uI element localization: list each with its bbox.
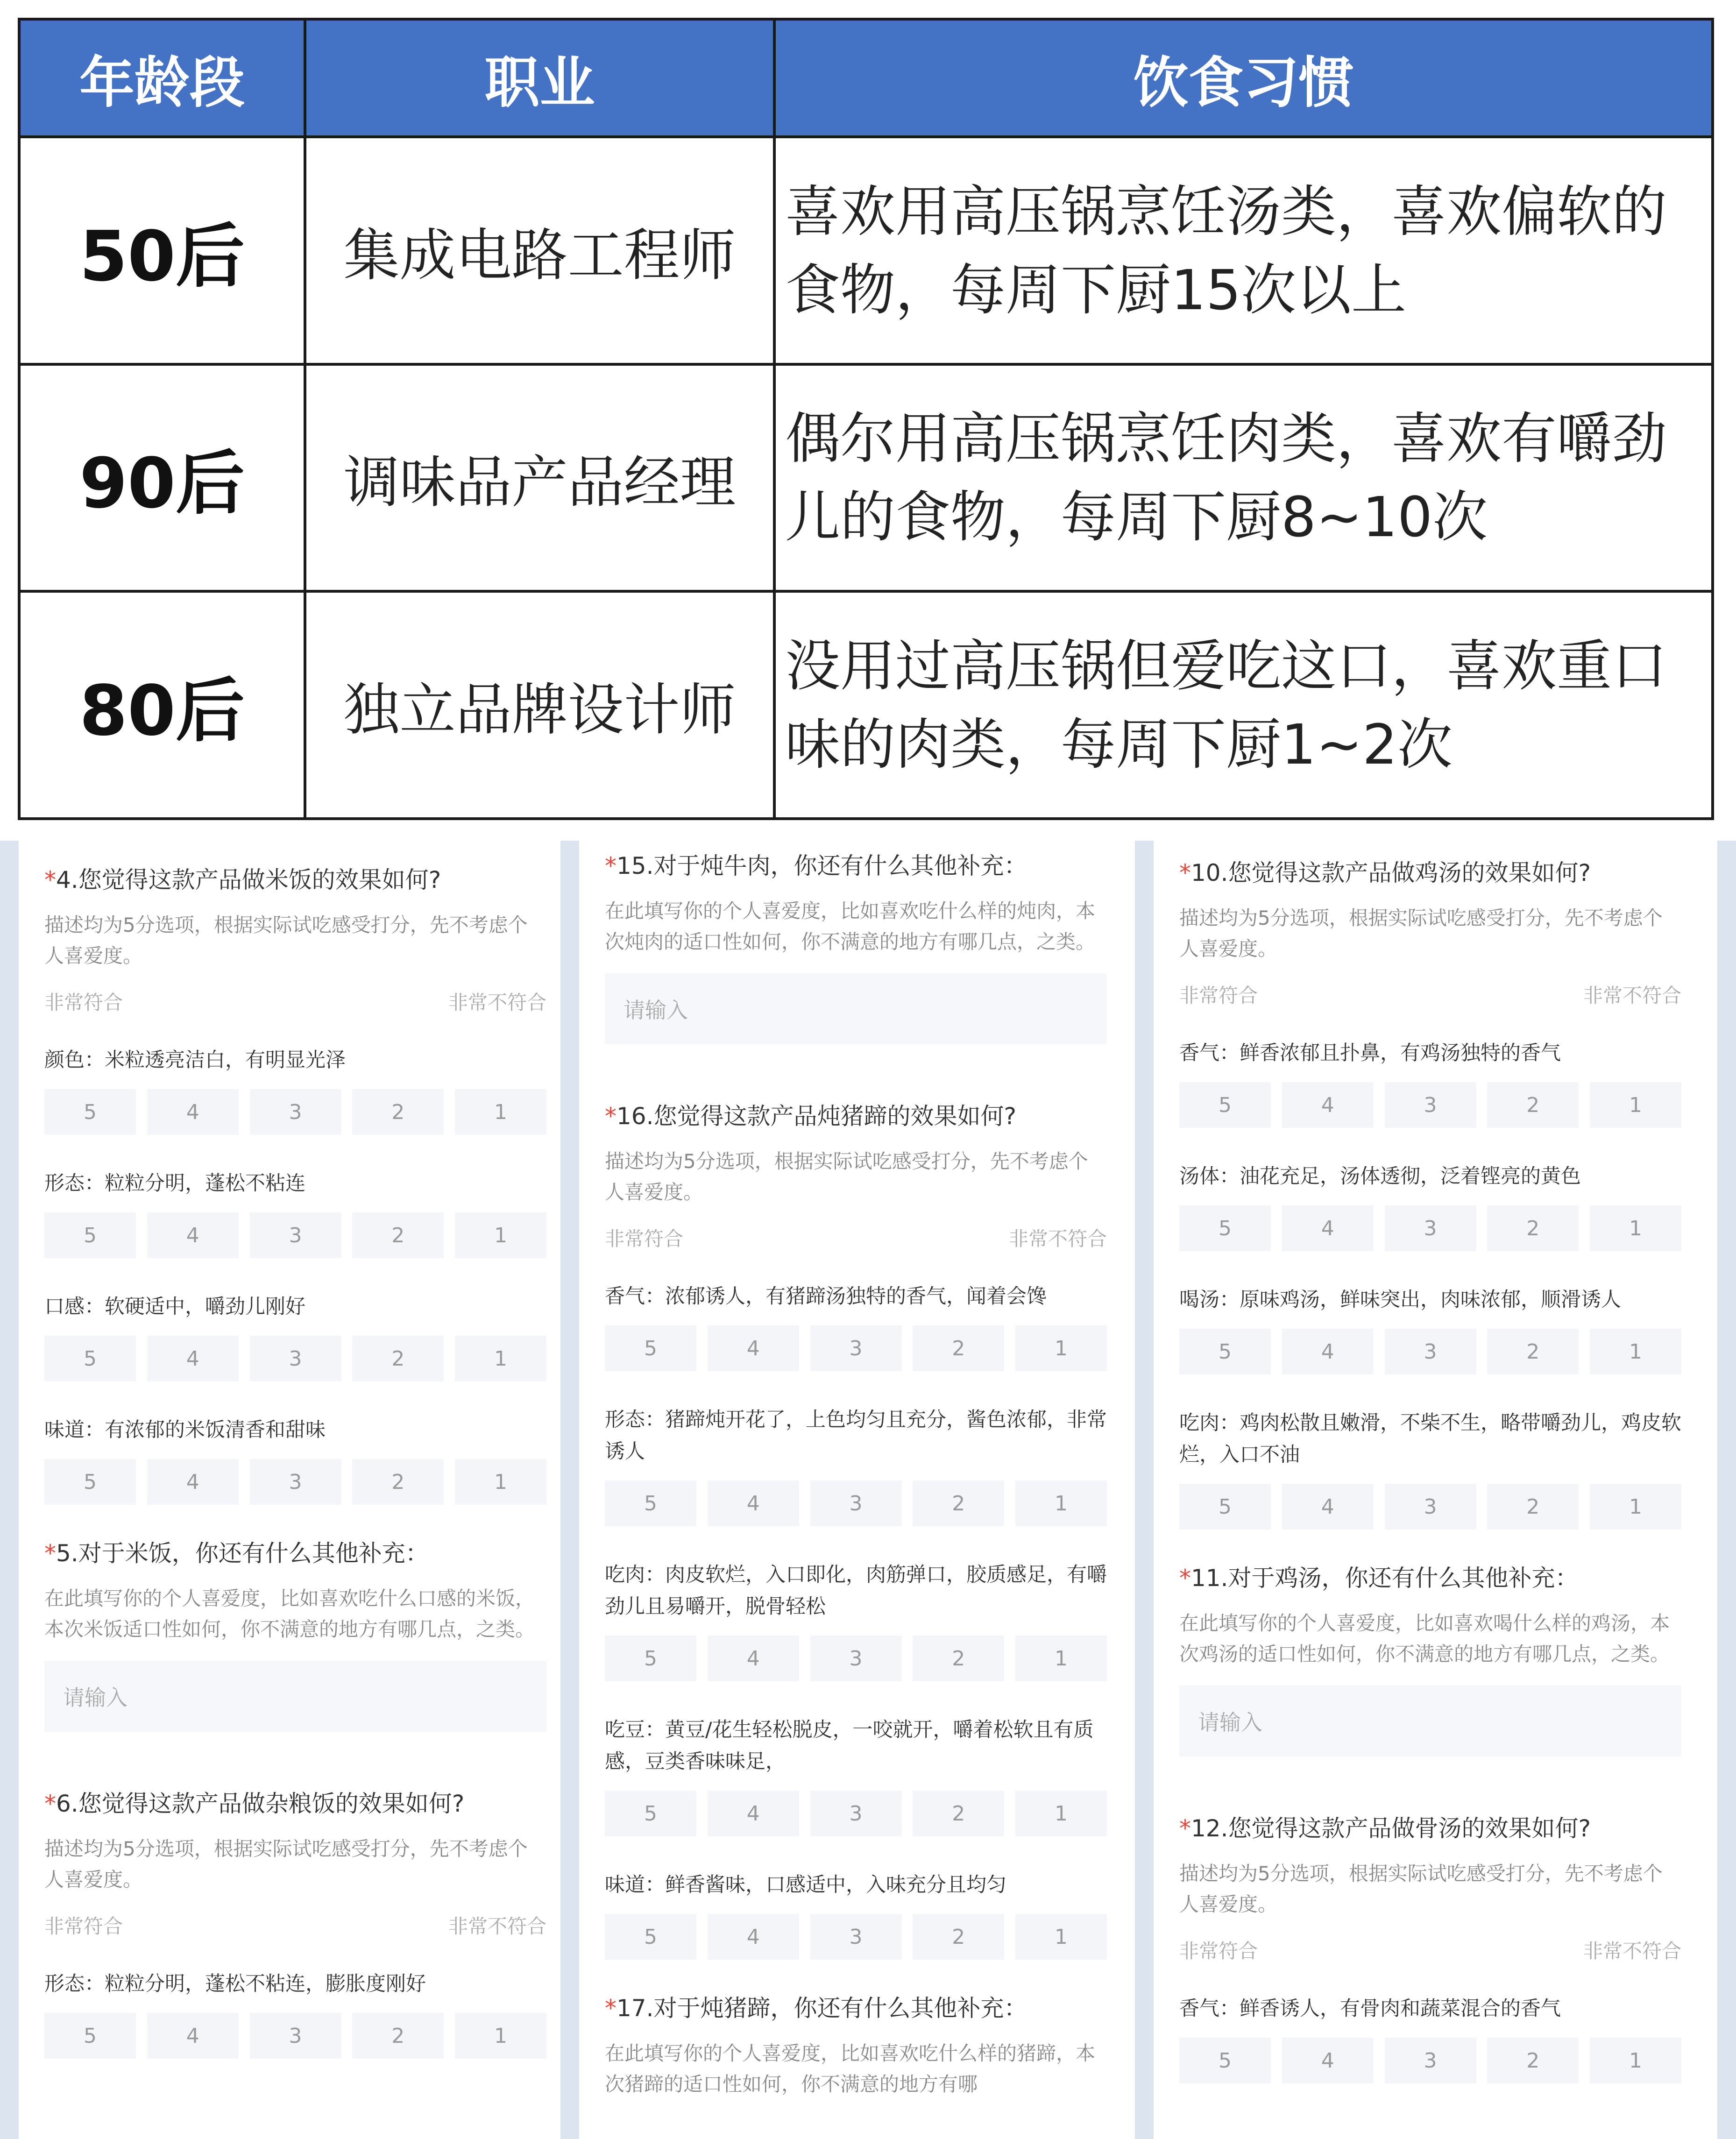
rating-option[interactable]: 5 bbox=[1179, 1082, 1271, 1128]
scale-labels: 非常符合 非常不符合 bbox=[1179, 984, 1681, 1007]
question-title: *15.对于炖牛肉，你还有什么其他补充： bbox=[605, 852, 1027, 879]
rating-item-label: 汤体：油花充足，汤体透彻，泛着铿亮的黄色 bbox=[1179, 1165, 1581, 1188]
scale-labels: 非常符合 非常不符合 bbox=[44, 1915, 546, 1938]
rating-option[interactable]: 2 bbox=[352, 1336, 444, 1381]
rating-option[interactable]: 5 bbox=[44, 2013, 136, 2059]
rating-option[interactable]: 3 bbox=[250, 1212, 341, 1258]
rating-option[interactable]: 3 bbox=[1385, 1082, 1476, 1128]
rating-options bbox=[605, 1480, 1107, 1526]
rating-option[interactable]: 1 bbox=[455, 1212, 546, 1258]
question-title: *12.您觉得这款产品做骨汤的效果如何? bbox=[1179, 1815, 1591, 1842]
panel-gutter bbox=[1717, 841, 1736, 2139]
rating-option[interactable]: 3 bbox=[810, 1636, 902, 1681]
rating-options bbox=[44, 1459, 546, 1505]
rating-option[interactable]: 1 bbox=[455, 1336, 546, 1381]
rating-option[interactable]: 3 bbox=[810, 1480, 902, 1526]
scale-labels: 非常符合 非常不符合 bbox=[605, 1227, 1107, 1250]
rating-options bbox=[44, 1089, 546, 1135]
rating-options bbox=[1179, 2038, 1681, 2083]
rating-option[interactable]: 3 bbox=[250, 1459, 341, 1505]
rating-option[interactable]: 4 bbox=[147, 1459, 239, 1505]
rating-option[interactable]: 1 bbox=[1590, 1329, 1681, 1374]
table-row bbox=[19, 591, 1713, 819]
question-title: *4.您觉得这款产品做米饭的效果如何? bbox=[44, 866, 441, 893]
rating-option[interactable]: 4 bbox=[708, 1480, 799, 1526]
question-description: 在此填写你的个人喜爱度，比如喜欢吃什么样的炖肉，本次炖肉的适口性如何，你不满意的地方有哪几点，之类。 bbox=[605, 900, 1096, 953]
persona-table bbox=[18, 18, 1714, 820]
rating-group bbox=[1179, 1993, 1681, 2083]
rating-options bbox=[44, 2013, 546, 2059]
rating-item-label: 形态：猪蹄炖开花了，上色均匀且充分，酱色浓郁，非常诱人 bbox=[605, 1408, 1107, 1463]
rating-options bbox=[1179, 1082, 1681, 1128]
rating-option[interactable]: 4 bbox=[1282, 2038, 1374, 2083]
job-cell: 独立品牌设计师 bbox=[305, 591, 774, 819]
rating-option[interactable]: 3 bbox=[1385, 1329, 1476, 1374]
rating-option[interactable]: 1 bbox=[1015, 1914, 1107, 1960]
diet-cell: 没用过高压锅但爱吃这口，喜欢重口味的肉类，每周下厨1~2次 bbox=[774, 591, 1713, 819]
rating-option[interactable]: 1 bbox=[455, 1459, 546, 1505]
header-diet: 饮食习惯 bbox=[774, 19, 1713, 137]
rating-options bbox=[1179, 1484, 1681, 1530]
rating-option[interactable]: 4 bbox=[1282, 1329, 1374, 1374]
panel-gutter bbox=[1135, 841, 1154, 2139]
rating-option[interactable]: 3 bbox=[250, 1089, 341, 1135]
rating-option[interactable]: 5 bbox=[44, 1336, 136, 1381]
rating-option[interactable]: 5 bbox=[605, 1480, 696, 1526]
rating-option[interactable]: 3 bbox=[810, 1914, 902, 1960]
rating-item-label: 吃豆：黄豆/花生轻松脱皮，一咬就开，嚼着松软且有质感，豆类香味味足， bbox=[605, 1718, 1094, 1773]
question-description: 描述均为5分选项，根据实际试吃感受打分，先不考虑个人喜爱度。 bbox=[44, 1837, 528, 1891]
rating-options bbox=[1179, 1329, 1681, 1374]
rating-option[interactable]: 2 bbox=[352, 2013, 444, 2059]
rating-option[interactable]: 2 bbox=[352, 1212, 444, 1258]
rating-option[interactable]: 3 bbox=[810, 1791, 902, 1836]
rating-option[interactable]: 3 bbox=[1385, 1205, 1476, 1251]
rating-option[interactable]: 4 bbox=[708, 1636, 799, 1681]
question-description: 在此填写你的个人喜爱度，比如喜欢吃什么口感的米饭，本次米饭适口性如何，你不满意的地方有哪几点，之类。 bbox=[44, 1587, 535, 1641]
rating-options bbox=[44, 1212, 546, 1258]
rating-option[interactable]: 2 bbox=[352, 1459, 444, 1505]
header-age: 年龄段 bbox=[19, 19, 305, 137]
panel-gutter bbox=[560, 841, 579, 2139]
rating-option[interactable]: 2 bbox=[1487, 1205, 1579, 1251]
rating-option[interactable]: 2 bbox=[1487, 1329, 1579, 1374]
rating-option[interactable]: 3 bbox=[250, 2013, 341, 2059]
rating-option[interactable]: 1 bbox=[1590, 1205, 1681, 1251]
question-title: *17.对于炖猪蹄，你还有什么其他补充： bbox=[605, 1995, 1027, 2022]
rating-option[interactable]: 1 bbox=[1015, 1636, 1107, 1681]
rating-option[interactable]: 2 bbox=[1487, 1484, 1579, 1530]
rating-option[interactable]: 5 bbox=[1179, 2038, 1271, 2083]
rating-option[interactable]: 2 bbox=[352, 1089, 444, 1135]
rating-options bbox=[605, 1791, 1107, 1836]
rating-option[interactable]: 2 bbox=[1487, 2038, 1579, 2083]
table-row bbox=[19, 364, 1713, 592]
question-description: 在此填写你的个人喜爱度，比如喜欢喝什么样的鸡汤，本次鸡汤的适口性如何，你不满意的地方有哪几点，之类。 bbox=[1179, 1612, 1670, 1665]
rating-option[interactable]: 4 bbox=[1282, 1082, 1374, 1128]
survey-panel-rice bbox=[19, 841, 560, 2139]
question-description: 描述均为5分选项，根据实际试吃感受打分，先不考虑个人喜爱度。 bbox=[605, 1150, 1088, 1204]
diet-cell: 偶尔用高压锅烹饪肉类，喜欢有嚼劲儿的食物，每周下厨8~10次 bbox=[774, 364, 1713, 592]
rating-option[interactable]: 2 bbox=[913, 1636, 1004, 1681]
age-cell: 80后 bbox=[19, 591, 305, 819]
table-row bbox=[19, 137, 1713, 364]
rating-item-label: 香气：浓郁诱人，有猪蹄汤独特的香气，闻着会馋 bbox=[605, 1285, 1047, 1308]
rating-option[interactable]: 3 bbox=[1385, 2038, 1476, 2083]
rating-option[interactable]: 1 bbox=[455, 2013, 546, 2059]
scale-labels: 非常符合 非常不符合 bbox=[44, 991, 546, 1014]
diet-cell: 喜欢用高压锅烹饪汤类，喜欢偏软的食物，每周下厨15次以上 bbox=[774, 137, 1713, 364]
rating-option[interactable]: 5 bbox=[44, 1212, 136, 1258]
rating-item-label: 喝汤：原味鸡汤，鲜味突出，肉味浓郁，顺滑诱人 bbox=[1179, 1288, 1621, 1311]
rating-option[interactable]: 4 bbox=[1282, 1205, 1374, 1251]
rating-option[interactable]: 4 bbox=[147, 2013, 239, 2059]
rating-item-label: 吃肉：肉皮软烂，入口即化，肉筋弹口，胶质感足，有嚼劲儿且易嚼开，脱骨轻松 bbox=[605, 1563, 1107, 1618]
rating-option[interactable]: 5 bbox=[1179, 1329, 1271, 1374]
rating-option[interactable]: 4 bbox=[147, 1336, 239, 1381]
rating-options bbox=[605, 1636, 1107, 1681]
scale-labels: 非常符合 非常不符合 bbox=[1179, 1940, 1681, 1962]
comment-input[interactable]: 请输入 bbox=[1179, 1686, 1681, 1757]
rating-option[interactable]: 4 bbox=[708, 1914, 799, 1960]
question-title: *16.您觉得这款产品炖猪蹄的效果如何? bbox=[605, 1103, 1017, 1130]
comment-input[interactable]: 请输入 bbox=[605, 973, 1107, 1044]
rating-item-label: 香气：鲜香诱人，有骨肉和蔬菜混合的香气 bbox=[1179, 1997, 1561, 2020]
rating-option[interactable]: 1 bbox=[1015, 1325, 1107, 1371]
question-description: 在此填写你的个人喜爱度，比如喜欢吃什么样的猪蹄，本次猪蹄的适口性如何，你不满意的地方有哪 bbox=[605, 2042, 1096, 2096]
rating-option[interactable]: 5 bbox=[1179, 1484, 1271, 1530]
rating-group bbox=[605, 1281, 1107, 1960]
rating-option[interactable]: 2 bbox=[1487, 1082, 1579, 1128]
rating-item-label: 颜色：米粒透亮洁白，有明显光泽 bbox=[44, 1048, 346, 1072]
question-title: *10.您觉得这款产品做鸡汤的效果如何? bbox=[1179, 859, 1591, 886]
header-job: 职业 bbox=[305, 19, 774, 137]
age-cell: 90后 bbox=[19, 364, 305, 592]
rating-option[interactable]: 3 bbox=[810, 1325, 902, 1371]
job-cell: 调味品产品经理 bbox=[305, 364, 774, 592]
rating-option[interactable]: 1 bbox=[1590, 1082, 1681, 1128]
rating-option[interactable]: 2 bbox=[913, 1791, 1004, 1836]
rating-item-label: 香气：鲜香浓郁且扑鼻，有鸡汤独特的香气 bbox=[1179, 1041, 1561, 1065]
rating-option[interactable]: 2 bbox=[913, 1914, 1004, 1960]
rating-item-label: 形态：粒粒分明，蓬松不粘连，膨胀度刚好 bbox=[44, 1972, 426, 1996]
survey-panel-soup bbox=[1154, 841, 1695, 2139]
rating-option[interactable]: 1 bbox=[1015, 1791, 1107, 1836]
age-cell: 50后 bbox=[19, 137, 305, 364]
rating-item-label: 味道：鲜香酱味，口感适中，入味充分且均匀 bbox=[605, 1873, 1006, 1897]
rating-option[interactable]: 5 bbox=[605, 1325, 696, 1371]
rating-option[interactable]: 5 bbox=[605, 1791, 696, 1836]
rating-option[interactable]: 5 bbox=[1179, 1205, 1271, 1251]
rating-option[interactable]: 5 bbox=[605, 1636, 696, 1681]
question-title: *6.您觉得这款产品做杂粮饭的效果如何? bbox=[44, 1790, 465, 1817]
rating-option[interactable]: 4 bbox=[1282, 1484, 1374, 1530]
rating-item-label: 形态：粒粒分明，蓬松不粘连 bbox=[44, 1172, 305, 1195]
rating-item-label: 吃肉：鸡肉松散且嫩滑，不柴不生，略带嚼劲儿，鸡皮软烂，入口不油 bbox=[1179, 1411, 1681, 1466]
rating-option[interactable]: 1 bbox=[1590, 2038, 1681, 2083]
question-title: *5.对于米饭，你还有什么其他补充： bbox=[44, 1540, 429, 1567]
comment-input[interactable]: 请输入 bbox=[44, 1661, 546, 1732]
rating-option[interactable]: 1 bbox=[1015, 1480, 1107, 1526]
rating-option[interactable]: 3 bbox=[1385, 1484, 1476, 1530]
rating-options bbox=[44, 1336, 546, 1381]
rating-option[interactable]: 4 bbox=[147, 1089, 239, 1135]
rating-group bbox=[1179, 1037, 1681, 1530]
rating-option[interactable]: 4 bbox=[147, 1212, 239, 1258]
table-header-row bbox=[19, 19, 1713, 137]
question-description: 描述均为5分选项，根据实际试吃感受打分，先不考虑个人喜爱度。 bbox=[44, 914, 528, 967]
rating-options bbox=[1179, 1205, 1681, 1251]
job-cell: 集成电路工程师 bbox=[305, 137, 774, 364]
rating-option[interactable]: 2 bbox=[913, 1325, 1004, 1371]
rating-option[interactable]: 5 bbox=[605, 1914, 696, 1960]
question-description: 描述均为5分选项，根据实际试吃感受打分，先不考虑个人喜爱度。 bbox=[1179, 1862, 1663, 1916]
survey-panel-pork bbox=[579, 841, 1121, 2139]
panel-gutter bbox=[0, 841, 19, 2139]
rating-item-label: 口感：软硬适中，嚼劲儿刚好 bbox=[44, 1295, 305, 1318]
rating-group bbox=[44, 1044, 546, 1505]
rating-option[interactable]: 5 bbox=[44, 1089, 136, 1135]
question-description: 描述均为5分选项，根据实际试吃感受打分，先不考虑个人喜爱度。 bbox=[1179, 907, 1663, 960]
rating-item-label: 味道：有浓郁的米饭清香和甜味 bbox=[44, 1418, 326, 1442]
rating-option[interactable]: 3 bbox=[250, 1336, 341, 1381]
question-title: *11.对于鸡汤，你还有什么其他补充： bbox=[1179, 1565, 1579, 1592]
rating-options bbox=[605, 1325, 1107, 1371]
rating-option[interactable]: 1 bbox=[455, 1089, 546, 1135]
rating-option[interactable]: 2 bbox=[913, 1480, 1004, 1526]
rating-option[interactable]: 5 bbox=[44, 1459, 136, 1505]
rating-option[interactable]: 4 bbox=[708, 1325, 799, 1371]
rating-options bbox=[605, 1914, 1107, 1960]
rating-group bbox=[44, 1968, 546, 2059]
rating-option[interactable]: 1 bbox=[1590, 1484, 1681, 1530]
rating-option[interactable]: 4 bbox=[708, 1791, 799, 1836]
